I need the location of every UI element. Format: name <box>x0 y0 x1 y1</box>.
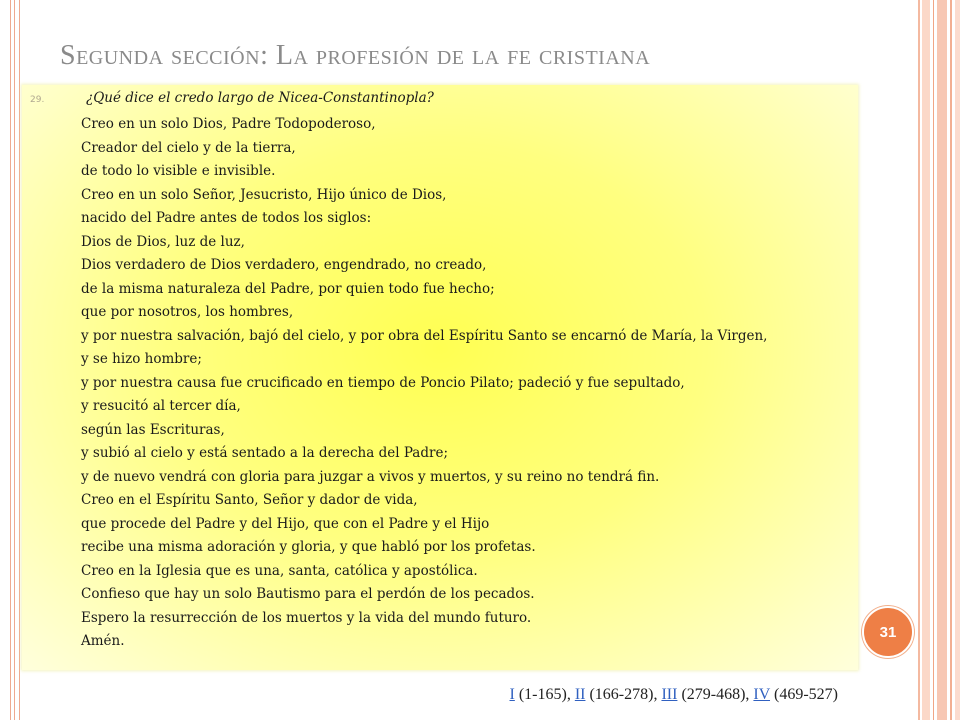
left-border-line <box>14 0 15 720</box>
creed-line: y subió al cielo y está sentado a la derecha del Padre; <box>81 445 448 461</box>
right-border-band <box>950 0 952 720</box>
creed-line: Confieso que hay un solo Bautismo para el perdón de los pecados. <box>81 586 535 602</box>
page-number-badge: 31 <box>862 606 914 658</box>
section-range: (469-527) <box>774 686 838 703</box>
left-border-line <box>19 0 20 720</box>
creed-line: nacido del Padre antes de todos los siglos: <box>81 210 372 226</box>
right-border-band <box>933 0 934 720</box>
question-text: ¿Qué dice el credo largo de Nicea-Constantinopla? <box>86 90 434 106</box>
link-section-iii[interactable]: III <box>661 686 678 703</box>
creed-line: que por nosotros, los hombres, <box>81 304 294 320</box>
right-border-band <box>922 0 930 720</box>
creed-line: que procede del Padre y del Hijo, que con el Padre y el Hijo <box>81 515 490 532</box>
section-range: (1-165), <box>518 686 571 703</box>
footer-links <box>510 686 839 704</box>
creed-line: Creo en un solo Señor, Jesucristo, Hijo único de Dios, <box>81 186 447 203</box>
link-section-iv[interactable]: IV <box>753 686 771 703</box>
creed-line: y por nuestra salvación, bajó del cielo, y por obra del Espíritu Santo se encarnó de María, la Virgen, <box>81 327 768 344</box>
link-section-i[interactable]: I <box>509 686 515 703</box>
creed-line: Dios verdadero de Dios verdadero, engendrado, no creado, <box>81 257 487 273</box>
left-border-line <box>10 0 11 720</box>
creed-line: de todo lo visible e invisible. <box>81 163 276 179</box>
creed-line: y por nuestra causa fue crucificado en tiempo de Poncio Pilato; padeció y fue sepultado, <box>81 374 685 391</box>
creed-line: según las Escrituras, <box>81 421 225 438</box>
creed-line: Creo en la Iglesia que es una, santa, católica y apostólica. <box>81 562 478 579</box>
creed-line: y de nuevo vendrá con gloria para juzgar a vivos y muertos, y su reino no tendrá fin. <box>81 468 660 485</box>
creed-line: Espero la resurrección de los muertos y la vida del mundo futuro. <box>81 609 532 626</box>
section-range: (166-278), <box>589 686 658 703</box>
creed-line: y se hizo hombre; <box>81 351 202 367</box>
right-border-band <box>937 0 947 720</box>
question-number: 29. <box>30 95 45 105</box>
link-section-ii[interactable]: II <box>574 686 586 703</box>
creed-line: Dios de Dios, luz de luz, <box>81 233 245 250</box>
right-border-band <box>918 0 920 720</box>
slide-title: Segunda sección: La profesión de la fe cristiana <box>60 40 651 71</box>
creed-line: Amén. <box>81 633 125 649</box>
creed-line: y resucitó al tercer día, <box>81 398 241 414</box>
creed-text <box>81 113 767 654</box>
creed-line: recibe una misma adoración y gloria, y que habló por los profetas. <box>81 539 536 555</box>
creed-line: Creador del cielo y de la tierra, <box>81 139 296 156</box>
creed-line: Creo en un solo Dios, Padre Todopoderoso, <box>81 116 376 132</box>
section-range: (279-468), <box>681 686 750 703</box>
creed-line: de la misma naturaleza del Padre, por quien todo fue hecho; <box>81 280 495 297</box>
creed-line: Creo en el Espíritu Santo, Señor y dador de vida, <box>81 492 418 508</box>
right-border-band <box>955 0 960 720</box>
